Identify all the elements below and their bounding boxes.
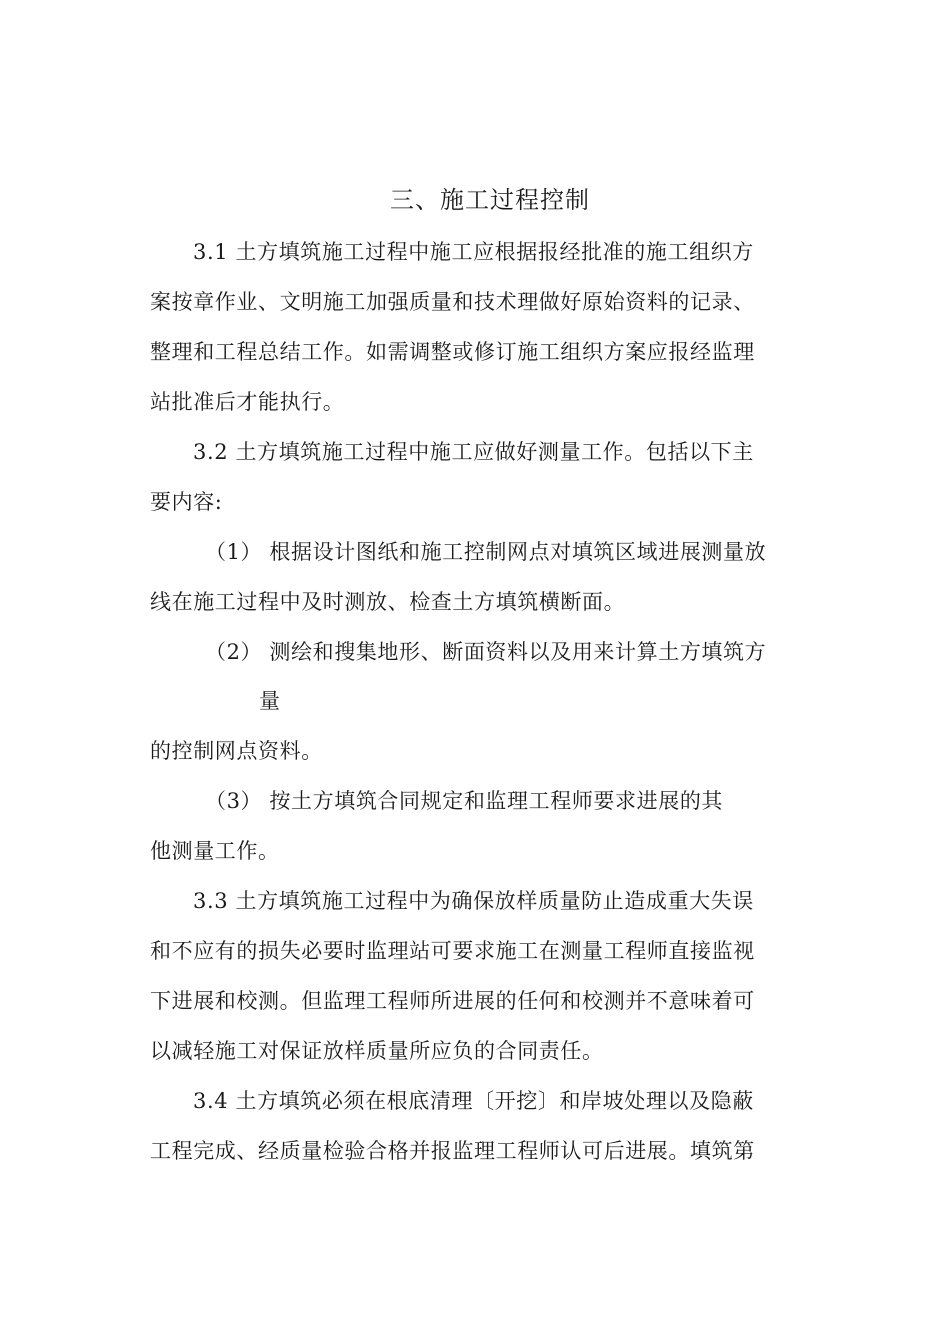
list-item-line: （1） 根据设计图纸和施工控制网点对填筑区域进展测量放 — [205, 540, 767, 564]
list-item-line: （2） 测绘和搜集地形、断面资料以及用来计算土方填筑方 — [205, 640, 767, 664]
paragraph-line: 以减轻施工对保证放样质量所应负的合同责任。 — [150, 1039, 604, 1063]
list-item-line: 线在施工过程中及时测放、检查土方填筑横断面。 — [150, 590, 626, 614]
section-title: 三、施工过程控制 — [390, 186, 590, 214]
paragraph-line: 3.4 土方填筑必须在根底清理〔开挖〕和岸坡处理以及隐蔽 — [193, 1089, 754, 1113]
list-item-line: 的控制网点资料。 — [150, 739, 323, 763]
paragraph-line: 工程完成、经质量检验合格并报监理工程师认可后进展。填筑第 — [150, 1139, 755, 1163]
paragraph-line: 3.2 土方填筑施工过程中施工应做好测量工作。包括以下主 — [193, 440, 754, 464]
paragraph-line: 站批准后才能执行。 — [150, 390, 345, 414]
list-item-line: （3） 按土方填筑合同规定和监理工程师要求进展的其 — [205, 789, 724, 813]
paragraph-line: 下进展和校测。但监理工程师所进展的任何和校测并不意味着可 — [150, 989, 755, 1013]
paragraph-line: 和不应有的损失必要时监理站可要求施工在测量工程师直接监视 — [150, 939, 755, 963]
list-item-line: 他测量工作。 — [150, 839, 280, 863]
paragraph-line: 3.1 土方填筑施工过程中施工应根据报经批准的施工组织方 — [193, 240, 754, 264]
list-item-line: 量 — [259, 689, 281, 713]
paragraph-line: 整理和工程总结工作。如需调整或修订施工组织方案应报经监理 — [150, 340, 755, 364]
paragraph-line: 案按章作业、文明施工加强质量和技术理做好原始资料的记录、 — [150, 290, 755, 314]
paragraph-line: 3.3 土方填筑施工过程中为确保放样质量防止造成重大失误 — [193, 889, 754, 913]
paragraph-line: 要内容: — [150, 490, 223, 514]
